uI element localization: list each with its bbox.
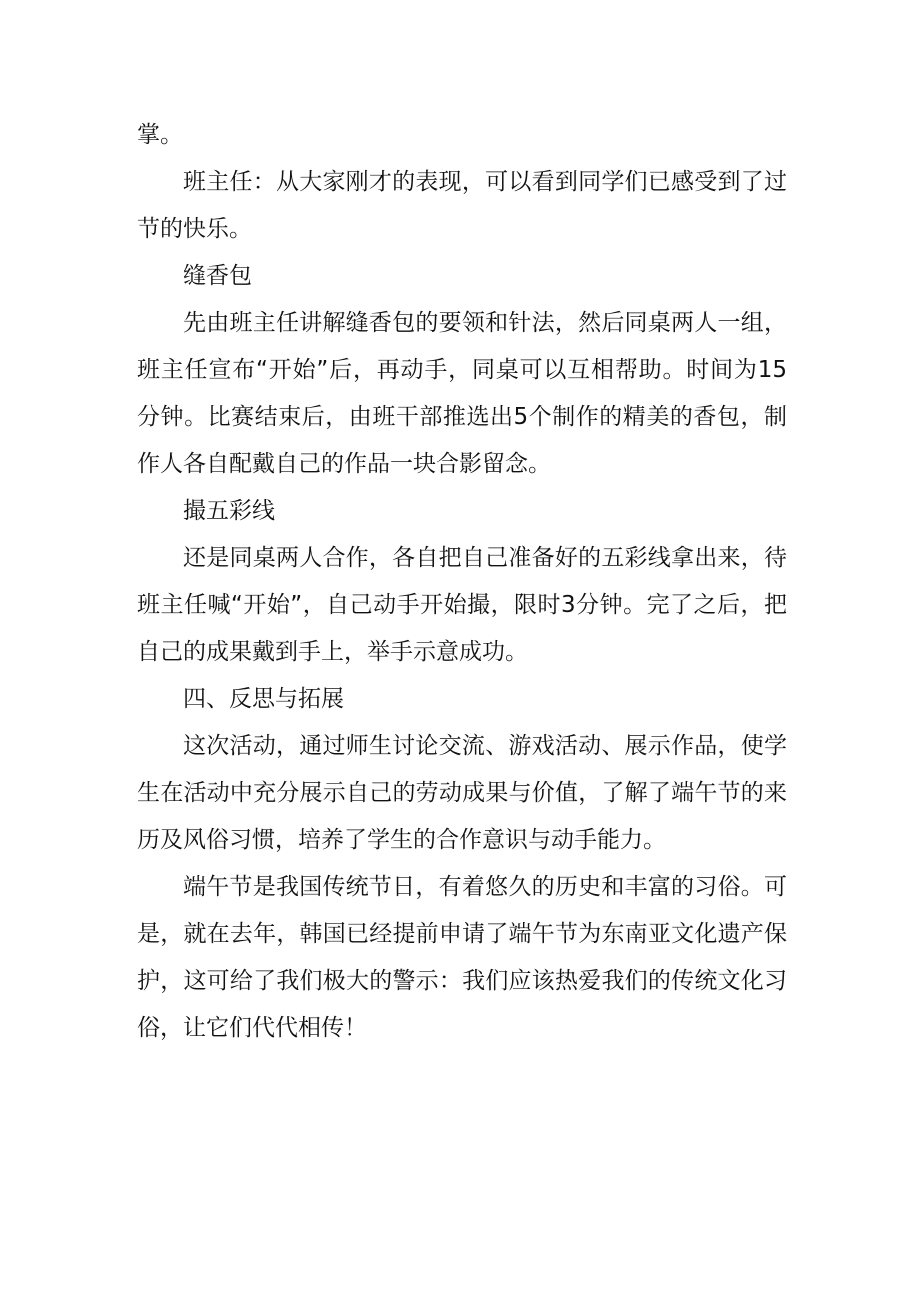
paragraph-sachet-activity: 先由班主任讲解缝香包的要领和针法，然后同桌两人一组，班主任宣布“开始”后，再动手，同桌可以互相帮助。时间为15分钟。比赛结束后，由班干部推选出5个制作的精美的香包，制作人各自配戴自己的作品一块合影留念。 xyxy=(137,310,787,477)
paragraph-conclusion: 端午节是我国传统节日，有着悠久的历史和丰富的习俗。可是，就在去年，韩国已经提前申请了端午节为东南亚文化遗产保护，这可给了我们极大的警示：我们应该热爱我们的传统文化习俗，让它们代代相传！ xyxy=(137,874,787,1041)
paragraph-reflection: 这次活动，通过师生讨论交流、游戏活动、展示作品，使学生在活动中充分展示自己的劳动成果与价值，了解了端午节的来历及风俗习惯，培养了学生的合作意识与动手能力。 xyxy=(137,733,787,853)
document-body xyxy=(137,112,787,1052)
section-heading-five-color-thread: 撮五彩线 xyxy=(183,498,275,524)
paragraph-thread-activity: 还是同桌两人合作，各自把自己准备好的五彩线拿出来，待班主任喊“开始”，自己动手开始撮，限时3分钟。完了之后，把自己的成果戴到手上，举手示意成功。 xyxy=(137,545,787,665)
section-heading-sachet: 缝香包 xyxy=(183,263,252,289)
section-heading-reflection: 四、反思与拓展 xyxy=(183,686,344,712)
paragraph-teacher-remark: 班主任：从大家刚才的表现，可以看到同学们已感受到了过节的快乐。 xyxy=(137,169,787,242)
paragraph-continuation: 掌。 xyxy=(137,122,183,148)
